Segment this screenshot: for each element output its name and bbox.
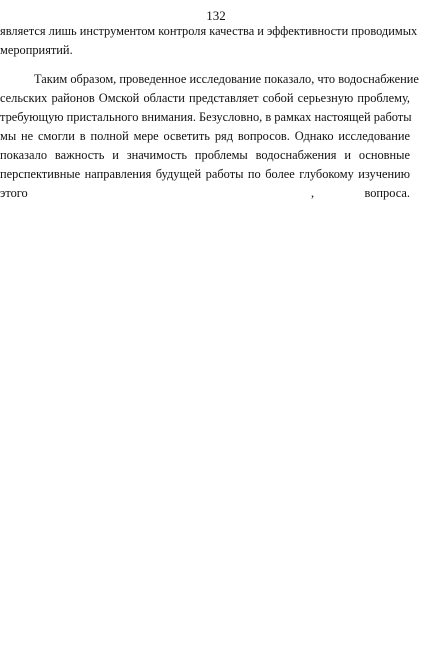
text-fragment: этого [0, 186, 28, 200]
paragraph-gap [0, 60, 410, 70]
text-line: перспективные направления будущей работы по более глубокому изучению [0, 167, 410, 181]
text-line-last [0, 184, 410, 203]
text-line: мы не смогли в полной мере осветить ряд вопросов. Однако исследование [0, 129, 410, 143]
body-text [0, 22, 419, 203]
text-fragment: вопроса. [364, 186, 410, 200]
text-line: сельских районов Омской области представляет собой серьезную проблему, [0, 91, 410, 105]
text-line: является лишь инструментом контроля качества и эффективности проводимых [0, 24, 418, 38]
text-line: мероприятий. [0, 43, 73, 57]
text-line: требующую пристального внимания. Безусловно, в рамках настоящей работы [0, 110, 412, 124]
text-line: показало важность и значимость проблемы водоснабжения и основные [0, 148, 410, 162]
page-number: 132 [206, 8, 226, 23]
text-line: Таким образом, проведенное исследование показало, что водоснабжение [34, 72, 419, 86]
text-fragment: , [311, 186, 315, 200]
